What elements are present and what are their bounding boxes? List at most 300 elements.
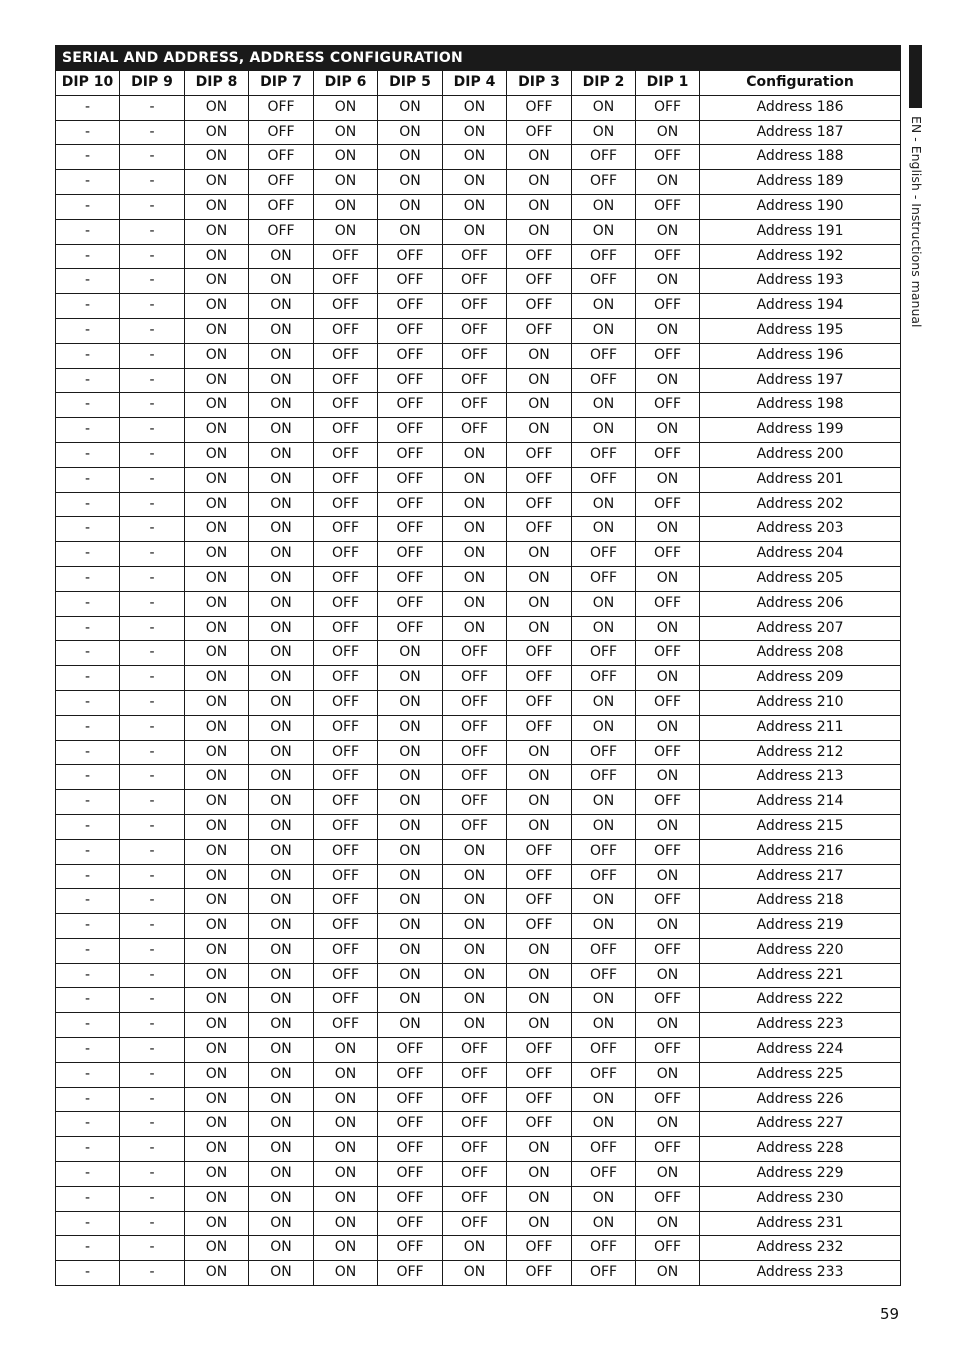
dip-state-cell: OFF <box>314 790 378 815</box>
table-row <box>56 1186 901 1211</box>
dip-state-cell: ON <box>249 1162 314 1187</box>
dip-state-cell: OFF <box>443 715 507 740</box>
dip-state-cell: OFF <box>249 95 314 120</box>
dip-state-cell: ON <box>314 1162 378 1187</box>
dip-state-cell: ON <box>507 988 572 1013</box>
dip-state-cell: ON <box>185 219 249 244</box>
dip-state-cell: OFF <box>443 740 507 765</box>
dip-state-cell: OFF <box>378 542 443 567</box>
dip-state-cell: ON <box>249 368 314 393</box>
dip-state-cell: ON <box>572 294 636 319</box>
dip-state-cell: ON <box>185 914 249 939</box>
dip-state-cell: - <box>56 120 120 145</box>
dip-state-cell: ON <box>249 1186 314 1211</box>
dip-state-cell: - <box>120 269 185 294</box>
dip-state-cell: OFF <box>572 839 636 864</box>
dip-state-cell: ON <box>507 790 572 815</box>
dip-state-cell: OFF <box>572 740 636 765</box>
dip-state-cell: OFF <box>507 641 572 666</box>
table-row <box>56 1112 901 1137</box>
dip-state-cell: ON <box>185 616 249 641</box>
table-row <box>56 740 901 765</box>
configuration-cell: Address 217 <box>700 864 901 889</box>
configuration-cell: Address 215 <box>700 814 901 839</box>
dip-state-cell: ON <box>378 170 443 195</box>
dip-state-cell: ON <box>185 839 249 864</box>
dip-state-cell: OFF <box>572 442 636 467</box>
dip-state-cell: OFF <box>249 194 314 219</box>
table-row <box>56 467 901 492</box>
dip-state-cell: ON <box>636 318 700 343</box>
dip-state-cell: ON <box>636 1013 700 1038</box>
column-header-dip: DIP 6 <box>314 71 378 96</box>
dip-state-cell: - <box>120 591 185 616</box>
dip-state-cell: OFF <box>636 194 700 219</box>
configuration-cell: Address 190 <box>700 194 901 219</box>
dip-state-cell: ON <box>249 1062 314 1087</box>
dip-state-cell: - <box>120 467 185 492</box>
dip-state-cell: - <box>56 591 120 616</box>
dip-state-cell: ON <box>443 219 507 244</box>
dip-state-cell: - <box>120 393 185 418</box>
dip-state-cell: ON <box>185 368 249 393</box>
configuration-cell: Address 224 <box>700 1038 901 1063</box>
dip-state-cell: OFF <box>378 1261 443 1286</box>
dip-state-cell: ON <box>636 864 700 889</box>
dip-state-cell: OFF <box>443 294 507 319</box>
dip-state-cell: OFF <box>636 641 700 666</box>
dip-state-cell: OFF <box>314 988 378 1013</box>
dip-state-cell: OFF <box>314 1013 378 1038</box>
dip-state-cell: ON <box>378 120 443 145</box>
dip-state-cell: - <box>56 269 120 294</box>
dip-state-cell: OFF <box>507 1038 572 1063</box>
dip-state-cell: ON <box>507 814 572 839</box>
dip-state-cell: OFF <box>572 938 636 963</box>
dip-state-cell: - <box>56 666 120 691</box>
dip-state-cell: ON <box>378 988 443 1013</box>
dip-state-cell: ON <box>507 194 572 219</box>
dip-state-cell: - <box>120 219 185 244</box>
dip-state-cell: ON <box>507 170 572 195</box>
dip-state-cell: ON <box>185 690 249 715</box>
dip-state-cell: OFF <box>378 1112 443 1137</box>
dip-state-cell: OFF <box>443 1162 507 1187</box>
dip-state-cell: OFF <box>443 814 507 839</box>
dip-state-cell: ON <box>314 1186 378 1211</box>
dip-state-cell: ON <box>443 170 507 195</box>
dip-state-cell: - <box>120 145 185 170</box>
dip-state-cell: ON <box>507 963 572 988</box>
dip-state-cell: - <box>120 988 185 1013</box>
dip-state-cell: ON <box>185 418 249 443</box>
dip-state-cell: ON <box>378 765 443 790</box>
dip-state-cell: ON <box>443 1013 507 1038</box>
dip-state-cell: ON <box>572 318 636 343</box>
dip-state-cell: - <box>56 244 120 269</box>
table-row <box>56 566 901 591</box>
dip-state-cell: ON <box>249 1261 314 1286</box>
dip-state-cell: ON <box>185 492 249 517</box>
dip-state-cell: OFF <box>636 393 700 418</box>
dip-state-cell: OFF <box>443 1137 507 1162</box>
dip-state-cell: - <box>120 95 185 120</box>
dip-state-cell: OFF <box>443 765 507 790</box>
dip-state-cell: ON <box>185 790 249 815</box>
dip-state-cell: ON <box>249 467 314 492</box>
dip-state-cell: ON <box>249 839 314 864</box>
dip-state-cell: - <box>56 814 120 839</box>
dip-state-cell: - <box>56 616 120 641</box>
dip-state-cell: OFF <box>636 889 700 914</box>
configuration-cell: Address 195 <box>700 318 901 343</box>
page-number: 59 <box>880 1305 900 1323</box>
dip-state-cell: - <box>56 1038 120 1063</box>
dip-state-cell: ON <box>572 517 636 542</box>
dip-state-cell: - <box>120 566 185 591</box>
dip-state-cell: - <box>56 1062 120 1087</box>
dip-state-cell: - <box>56 517 120 542</box>
dip-state-cell: OFF <box>572 170 636 195</box>
table-row <box>56 517 901 542</box>
dip-state-cell: OFF <box>572 963 636 988</box>
dip-state-cell: ON <box>185 467 249 492</box>
dip-state-cell: OFF <box>507 889 572 914</box>
dip-state-cell: - <box>120 542 185 567</box>
dip-state-cell: ON <box>185 145 249 170</box>
dip-state-cell: - <box>56 467 120 492</box>
dip-state-cell: ON <box>249 740 314 765</box>
dip-state-cell: - <box>56 1236 120 1261</box>
dip-state-cell: ON <box>443 938 507 963</box>
dip-state-cell: - <box>56 418 120 443</box>
table-row <box>56 790 901 815</box>
dip-state-cell: ON <box>378 145 443 170</box>
dip-state-cell: - <box>120 839 185 864</box>
dip-state-cell: ON <box>314 1211 378 1236</box>
dip-state-cell: ON <box>443 1261 507 1286</box>
dip-state-cell: OFF <box>443 318 507 343</box>
dip-state-cell: ON <box>443 914 507 939</box>
dip-state-cell: OFF <box>378 294 443 319</box>
dip-state-cell: OFF <box>378 418 443 443</box>
table-row <box>56 1211 901 1236</box>
dip-state-cell: ON <box>185 566 249 591</box>
configuration-cell: Address 229 <box>700 1162 901 1187</box>
dip-state-cell: OFF <box>314 616 378 641</box>
dip-state-cell: ON <box>249 244 314 269</box>
configuration-cell: Address 212 <box>700 740 901 765</box>
dip-state-cell: OFF <box>443 690 507 715</box>
dip-state-cell: - <box>120 1137 185 1162</box>
table-row <box>56 269 901 294</box>
side-tab-marker <box>909 45 922 108</box>
dip-state-cell: ON <box>249 963 314 988</box>
dip-state-cell: ON <box>443 864 507 889</box>
dip-state-cell: ON <box>314 1038 378 1063</box>
table-row <box>56 1261 901 1286</box>
dip-state-cell: ON <box>185 393 249 418</box>
table-row <box>56 1062 901 1087</box>
configuration-cell: Address 228 <box>700 1137 901 1162</box>
dip-state-cell: ON <box>249 1087 314 1112</box>
dip-state-cell: - <box>120 1186 185 1211</box>
dip-state-cell: OFF <box>443 1211 507 1236</box>
dip-state-cell: ON <box>185 170 249 195</box>
configuration-cell: Address 208 <box>700 641 901 666</box>
dip-state-cell: ON <box>443 95 507 120</box>
dip-state-cell: ON <box>572 814 636 839</box>
table-row <box>56 418 901 443</box>
dip-state-cell: - <box>56 1186 120 1211</box>
dip-state-cell: - <box>56 963 120 988</box>
dip-state-cell: OFF <box>636 740 700 765</box>
dip-state-cell: OFF <box>378 269 443 294</box>
dip-state-cell: - <box>56 790 120 815</box>
dip-state-cell: ON <box>249 1236 314 1261</box>
dip-state-cell: ON <box>378 690 443 715</box>
table-row <box>56 988 901 1013</box>
dip-state-cell: ON <box>443 467 507 492</box>
table-body <box>56 95 901 1285</box>
dip-state-cell: ON <box>636 666 700 691</box>
dip-state-cell: ON <box>443 616 507 641</box>
dip-state-cell: ON <box>572 715 636 740</box>
dip-state-cell: ON <box>185 1162 249 1187</box>
configuration-cell: Address 211 <box>700 715 901 740</box>
dip-state-cell: ON <box>249 666 314 691</box>
dip-state-cell: OFF <box>572 269 636 294</box>
dip-state-cell: OFF <box>507 120 572 145</box>
dip-state-cell: ON <box>185 95 249 120</box>
dip-state-cell: - <box>56 641 120 666</box>
table-row <box>56 690 901 715</box>
configuration-cell: Address 230 <box>700 1186 901 1211</box>
dip-state-cell: OFF <box>636 1186 700 1211</box>
dip-state-cell: OFF <box>572 1261 636 1286</box>
table-row <box>56 120 901 145</box>
dip-state-cell: ON <box>443 145 507 170</box>
dip-state-cell: OFF <box>314 343 378 368</box>
dip-state-cell: OFF <box>507 517 572 542</box>
dip-state-cell: OFF <box>572 1062 636 1087</box>
dip-state-cell: OFF <box>636 690 700 715</box>
column-header-dip: DIP 4 <box>443 71 507 96</box>
dip-state-cell: ON <box>507 368 572 393</box>
dip-state-cell: - <box>120 1261 185 1286</box>
dip-state-cell: ON <box>249 1137 314 1162</box>
dip-state-cell: OFF <box>572 1038 636 1063</box>
dip-state-cell: OFF <box>314 368 378 393</box>
dip-state-cell: ON <box>378 740 443 765</box>
configuration-cell: Address 205 <box>700 566 901 591</box>
dip-state-cell: - <box>56 938 120 963</box>
dip-state-cell: ON <box>636 715 700 740</box>
dip-state-cell: ON <box>314 1087 378 1112</box>
dip-state-cell: OFF <box>314 666 378 691</box>
dip-state-cell: ON <box>507 566 572 591</box>
dip-state-cell: - <box>56 343 120 368</box>
dip-state-cell: ON <box>185 120 249 145</box>
dip-state-cell: OFF <box>314 542 378 567</box>
dip-state-cell: ON <box>249 1013 314 1038</box>
dip-state-cell: ON <box>572 120 636 145</box>
dip-state-cell: ON <box>507 1137 572 1162</box>
dip-state-cell: ON <box>185 1186 249 1211</box>
dip-state-cell: OFF <box>314 442 378 467</box>
configuration-cell: Address 233 <box>700 1261 901 1286</box>
configuration-cell: Address 201 <box>700 467 901 492</box>
dip-state-cell: - <box>120 1211 185 1236</box>
dip-state-cell: ON <box>249 616 314 641</box>
dip-state-cell: ON <box>249 1038 314 1063</box>
dip-state-cell: OFF <box>507 715 572 740</box>
dip-state-cell: OFF <box>572 1137 636 1162</box>
table-row <box>56 1087 901 1112</box>
dip-state-cell: ON <box>185 1261 249 1286</box>
dip-state-cell: ON <box>185 1236 249 1261</box>
dip-state-cell: OFF <box>636 95 700 120</box>
dip-state-cell: ON <box>249 864 314 889</box>
dip-state-cell: ON <box>443 839 507 864</box>
dip-switch-table <box>55 45 901 1286</box>
dip-state-cell: - <box>120 492 185 517</box>
dip-state-cell: ON <box>185 938 249 963</box>
dip-state-cell: - <box>120 690 185 715</box>
dip-state-cell: ON <box>314 95 378 120</box>
dip-state-cell: ON <box>572 1186 636 1211</box>
dip-state-cell: ON <box>249 418 314 443</box>
table-row <box>56 343 901 368</box>
dip-state-cell: - <box>120 170 185 195</box>
dip-state-cell: OFF <box>507 1087 572 1112</box>
dip-state-cell: - <box>56 715 120 740</box>
dip-state-cell: ON <box>185 269 249 294</box>
dip-state-cell: ON <box>185 1112 249 1137</box>
dip-state-cell: - <box>56 864 120 889</box>
dip-state-cell: - <box>120 294 185 319</box>
dip-state-cell: OFF <box>378 1186 443 1211</box>
dip-state-cell: - <box>120 244 185 269</box>
dip-state-cell: OFF <box>378 467 443 492</box>
dip-state-cell: ON <box>314 194 378 219</box>
table-row <box>56 1137 901 1162</box>
dip-state-cell: OFF <box>314 467 378 492</box>
table-row <box>56 666 901 691</box>
dip-state-cell: ON <box>507 1211 572 1236</box>
dip-state-cell: OFF <box>378 1211 443 1236</box>
dip-state-cell: ON <box>185 294 249 319</box>
side-section-label: EN - English - Instructions manual <box>909 116 924 328</box>
table-row <box>56 1013 901 1038</box>
dip-state-cell: OFF <box>636 839 700 864</box>
dip-state-cell: OFF <box>507 442 572 467</box>
dip-state-cell: ON <box>249 542 314 567</box>
dip-state-cell: OFF <box>507 666 572 691</box>
dip-state-cell: ON <box>249 517 314 542</box>
dip-state-cell: ON <box>636 814 700 839</box>
table-row <box>56 1038 901 1063</box>
table-row <box>56 591 901 616</box>
table-row <box>56 864 901 889</box>
dip-state-cell: OFF <box>507 1236 572 1261</box>
dip-state-cell: ON <box>507 219 572 244</box>
dip-state-cell: ON <box>572 790 636 815</box>
dip-state-cell: - <box>56 542 120 567</box>
dip-state-cell: OFF <box>378 517 443 542</box>
dip-state-cell: ON <box>636 120 700 145</box>
dip-state-cell: - <box>120 194 185 219</box>
dip-state-cell: ON <box>636 1112 700 1137</box>
dip-state-cell: ON <box>314 170 378 195</box>
dip-state-cell: ON <box>185 1013 249 1038</box>
table-row <box>56 641 901 666</box>
dip-state-cell: ON <box>249 269 314 294</box>
dip-state-cell: ON <box>249 690 314 715</box>
dip-state-cell: ON <box>378 839 443 864</box>
dip-state-cell: OFF <box>636 988 700 1013</box>
configuration-cell: Address 188 <box>700 145 901 170</box>
column-header-dip: DIP 7 <box>249 71 314 96</box>
dip-state-cell: ON <box>185 988 249 1013</box>
dip-state-cell: ON <box>636 914 700 939</box>
dip-state-cell: ON <box>249 492 314 517</box>
configuration-cell: Address 227 <box>700 1112 901 1137</box>
dip-state-cell: ON <box>314 1261 378 1286</box>
dip-state-cell: OFF <box>443 1087 507 1112</box>
dip-state-cell: ON <box>378 790 443 815</box>
dip-state-cell: OFF <box>314 690 378 715</box>
dip-state-cell: ON <box>185 591 249 616</box>
dip-state-cell: OFF <box>314 269 378 294</box>
dip-state-cell: - <box>120 368 185 393</box>
dip-state-cell: OFF <box>572 343 636 368</box>
dip-state-cell: ON <box>185 343 249 368</box>
dip-state-cell: OFF <box>572 244 636 269</box>
dip-state-cell: ON <box>314 1112 378 1137</box>
dip-state-cell: ON <box>185 1062 249 1087</box>
dip-state-cell: ON <box>378 1013 443 1038</box>
dip-state-cell: OFF <box>314 393 378 418</box>
configuration-cell: Address 207 <box>700 616 901 641</box>
dip-state-cell: ON <box>185 963 249 988</box>
dip-state-cell: ON <box>314 219 378 244</box>
dip-state-cell: ON <box>572 889 636 914</box>
configuration-cell: Address 225 <box>700 1062 901 1087</box>
dip-state-cell: ON <box>314 1062 378 1087</box>
dip-state-cell: - <box>120 343 185 368</box>
dip-state-cell: ON <box>249 790 314 815</box>
dip-state-cell: OFF <box>314 839 378 864</box>
dip-state-cell: - <box>56 914 120 939</box>
dip-state-cell: - <box>56 889 120 914</box>
dip-state-cell: ON <box>572 1087 636 1112</box>
dip-state-cell: ON <box>443 194 507 219</box>
dip-state-cell: OFF <box>314 914 378 939</box>
configuration-cell: Address 204 <box>700 542 901 567</box>
dip-state-cell: - <box>56 690 120 715</box>
dip-state-cell: OFF <box>572 864 636 889</box>
column-header-dip: DIP 5 <box>378 71 443 96</box>
configuration-cell: Address 202 <box>700 492 901 517</box>
dip-state-cell: OFF <box>378 1062 443 1087</box>
dip-state-cell: OFF <box>314 864 378 889</box>
table-row <box>56 442 901 467</box>
dip-state-cell: ON <box>443 542 507 567</box>
configuration-cell: Address 189 <box>700 170 901 195</box>
table-row <box>56 765 901 790</box>
dip-state-cell: - <box>56 765 120 790</box>
